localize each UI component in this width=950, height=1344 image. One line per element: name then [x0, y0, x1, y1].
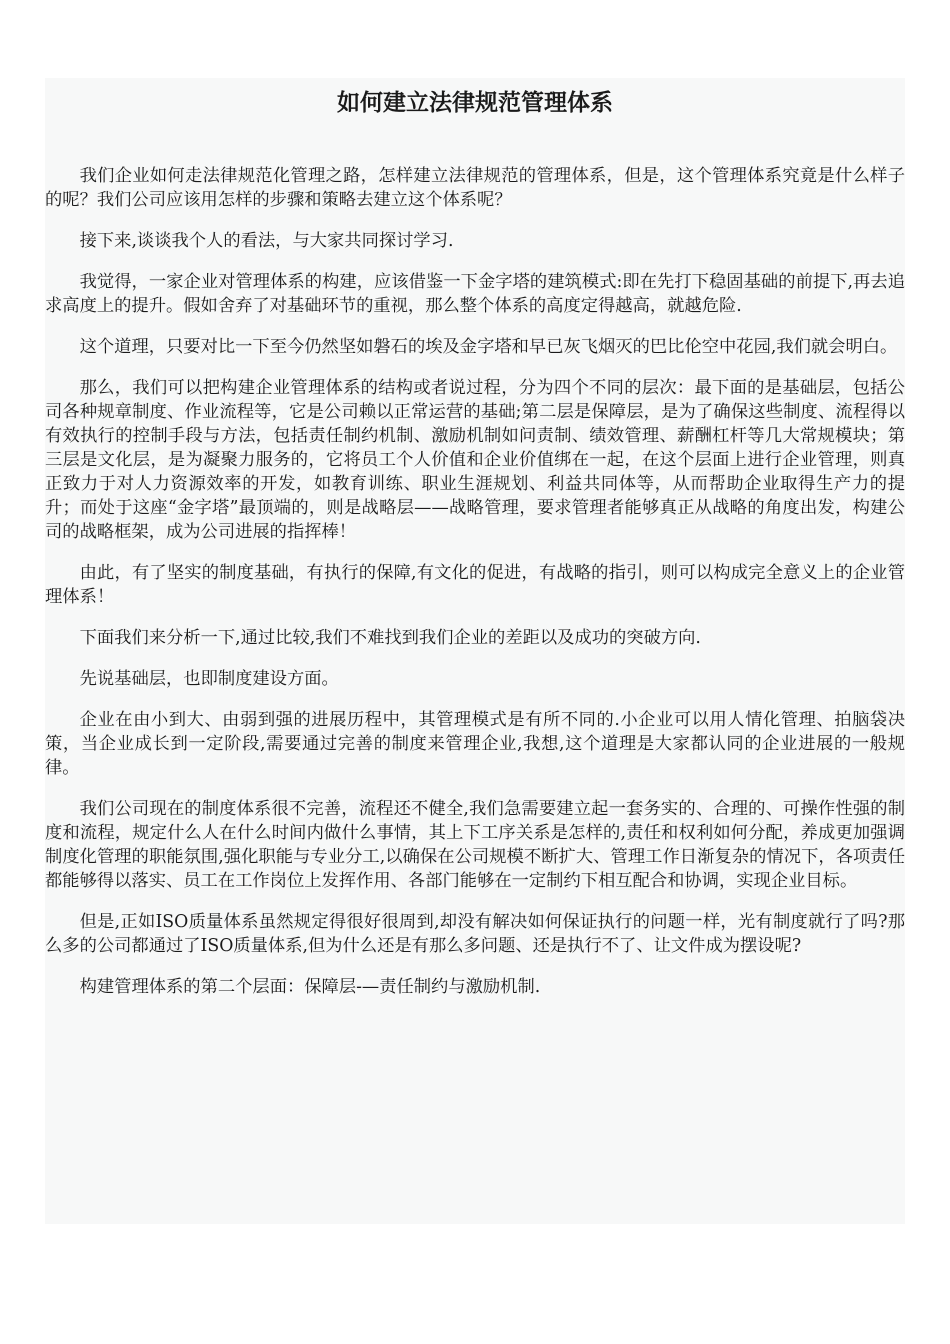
document-title: 如何建立法律规范管理体系 [337, 89, 613, 116]
paragraph-4: 这个道理，只要对比一下至今仍然坚如磐石的埃及金字塔和早已灰飞烟灭的巴比伦空中花园,我们就会明白。 [79, 337, 898, 357]
paragraph-6: 由此，有了坚实的制度基础，有执行的保障,有文化的促进，有战略的指引，则可以构成完全意义上的企业管理体系！ [45, 563, 905, 607]
paragraph-7: 下面我们来分析一下,通过比较,我们不难找到我们企业的差距以及成功的突破方向. [79, 628, 701, 648]
paragraph-11: 但是,正如ISO质量体系虽然规定得很好很周到,却没有解决如何保证执行的问题一样，光有制度就行了吗?那么多的公司都通过了ISO质量体系,但为什么还是有那么多问题、还是执行不了、让文件成为摆设呢? [45, 912, 905, 956]
paragraph-12: 构建管理体系的第二个层面：保障层-—责任制约与激励机制. [79, 977, 541, 997]
document-body [45, 164, 905, 1016]
paragraph-9: 企业在由小到大、由弱到强的进展历程中，其管理模式是有所不同的.小企业可以用人情化管理、拍脑袋决策，当企业成长到一定阶段,需要通过完善的制度来管理企业,我想,这个道理是大家都认同的企业进展的一般规律。 [45, 710, 905, 778]
paragraph-8: 先说基础层，也即制度建设方面。 [79, 669, 339, 689]
paragraph-10: 我们公司现在的制度体系很不完善，流程还不健全,我们急需要建立起一套务实的、合理的、可操作性强的制度和流程，规定什么人在什么时间内做什么事情，其上下工序关系是怎样的,责任和权利如何分配，养成更加强调制度化管理的职能氛围,强化职能与专业分工,以确保在公司规模不断扩大、管理工作日渐复杂的情况下，各项责任都能够得以落实、员工在工作岗位上发挥作用、各部门能够在一定制约下相互配合和协调，实现企业目标。 [45, 799, 905, 891]
paragraph-1: 我们企业如何走法律规范化管理之路，怎样建立法律规范的管理体系，但是，这个管理体系究竟是什么样子的呢？我们公司应该用怎样的步骤和策略去建立这个体系呢？ [45, 166, 905, 210]
paragraph-2: 接下来,谈谈我个人的看法，与大家共同探讨学习. [79, 231, 454, 251]
paragraph-3: 我觉得，一家企业对管理体系的构建，应该借鉴一下金字塔的建筑模式:即在先打下稳固基础的前提下,再去追求高度上的提升。假如舍弃了对基础环节的重视，那么整个体系的高度定得越高，就越危险. [45, 272, 905, 316]
document-page [45, 78, 905, 1224]
paragraph-5: 那么，我们可以把构建企业管理体系的结构或者说过程，分为四个不同的层次：最下面的是基础层，包括公司各种规章制度、作业流程等，它是公司赖以正常运营的基础;第二层是保障层，是为了确保这些制度、流程得以有效执行的控制手段与方法，包括责任制约机制、激励机制如问责制、绩效管理、薪酬杠杆等几大常规模块；第三层是文化层，是为凝聚力服务的，它将员工个人价值和企业价值绑在一起，在这个层面上进行企业管理，则真正致力于对人力资源效率的开发，如教育训练、职业生涯规划、利益共同体等，从而帮助企业取得生产力的提升；而处于这座“金字塔”最顶端的，则是战略层——战略管理，要求管理者能够真正从战略的角度出发，构建公司的战略框架，成为公司进展的指挥棒！ [45, 378, 905, 542]
